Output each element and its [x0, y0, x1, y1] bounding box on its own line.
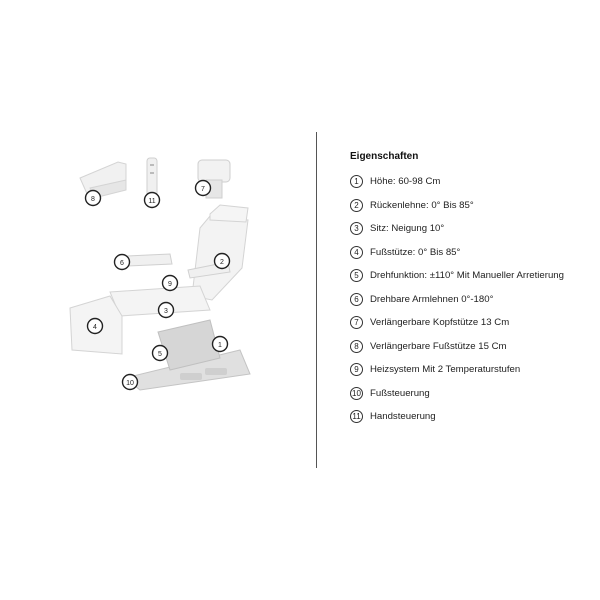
spec-item	[350, 194, 590, 218]
specs-panel	[350, 150, 590, 429]
spec-label: Fußstütze: 0° Bis 85°	[370, 246, 461, 258]
svg-text:8: 8	[91, 196, 95, 203]
specs-title: Eigenschaften	[350, 151, 419, 162]
svg-text:1: 1	[218, 342, 222, 349]
marker-4	[88, 319, 103, 334]
spec-number-badge: 6	[350, 293, 363, 306]
marker-5	[153, 346, 168, 361]
spec-label: Heizsystem Mit 2 Temperaturstufen	[370, 364, 521, 376]
spec-item	[350, 335, 590, 359]
marker-9	[163, 276, 178, 291]
svg-text:3: 3	[164, 308, 168, 315]
spec-item	[350, 241, 590, 265]
svg-text:7: 7	[201, 186, 205, 193]
spec-label: Fußsteuerung	[370, 387, 430, 399]
marker-8	[86, 191, 101, 206]
spec-item	[350, 382, 590, 406]
spec-item	[350, 288, 590, 312]
svg-text:4: 4	[93, 324, 97, 331]
svg-text:5: 5	[158, 351, 162, 358]
marker-3	[159, 303, 174, 318]
spec-label: Handsteuerung	[370, 411, 436, 423]
spec-number-badge: 3	[350, 222, 363, 235]
spec-number-badge: 4	[350, 246, 363, 259]
spec-list	[350, 170, 590, 429]
chair-figure	[60, 150, 290, 410]
spec-number-badge: 9	[350, 363, 363, 376]
spec-item	[350, 170, 590, 194]
svg-text:11: 11	[148, 198, 156, 205]
spec-label: Drehfunktion: ±110° Mit Manueller Arretierung	[370, 270, 564, 282]
spec-label: Verlängerbare Kopfstütze 13 Cm	[370, 317, 510, 329]
spec-label: Drehbare Armlehnen 0°-180°	[370, 293, 494, 305]
spec-item	[350, 358, 590, 382]
spec-number-badge: 11	[350, 410, 363, 423]
svg-text:6: 6	[120, 260, 124, 267]
marker-6	[115, 255, 130, 270]
treatment-chair-illustration	[60, 150, 290, 410]
svg-text:10: 10	[126, 380, 134, 387]
spec-number-badge: 8	[350, 340, 363, 353]
spec-number-badge: 10	[350, 387, 363, 400]
spec-label: Sitz: Neigung 10°	[370, 223, 445, 235]
marker-2	[215, 254, 230, 269]
spec-item	[350, 217, 590, 241]
svg-text:9: 9	[168, 281, 172, 288]
spec-number-badge: 2	[350, 199, 363, 212]
marker-1	[213, 337, 228, 352]
spec-label: Höhe: 60-98 Cm	[370, 176, 441, 188]
marker-11	[145, 193, 160, 208]
spec-label: Verlängerbare Fußstütze 15 Cm	[370, 340, 507, 352]
svg-text:2: 2	[220, 259, 224, 266]
treatment-chair	[70, 205, 250, 390]
vertical-divider	[316, 132, 317, 468]
spec-label: Rückenlehne: 0° Bis 85°	[370, 199, 474, 211]
spec-number-badge: 7	[350, 316, 363, 329]
spec-item	[350, 311, 590, 335]
spec-number-badge: 1	[350, 175, 363, 188]
marker-10	[123, 375, 138, 390]
spec-item	[350, 264, 590, 288]
marker-7	[196, 181, 211, 196]
spec-number-badge: 5	[350, 269, 363, 282]
spec-item	[350, 405, 590, 429]
